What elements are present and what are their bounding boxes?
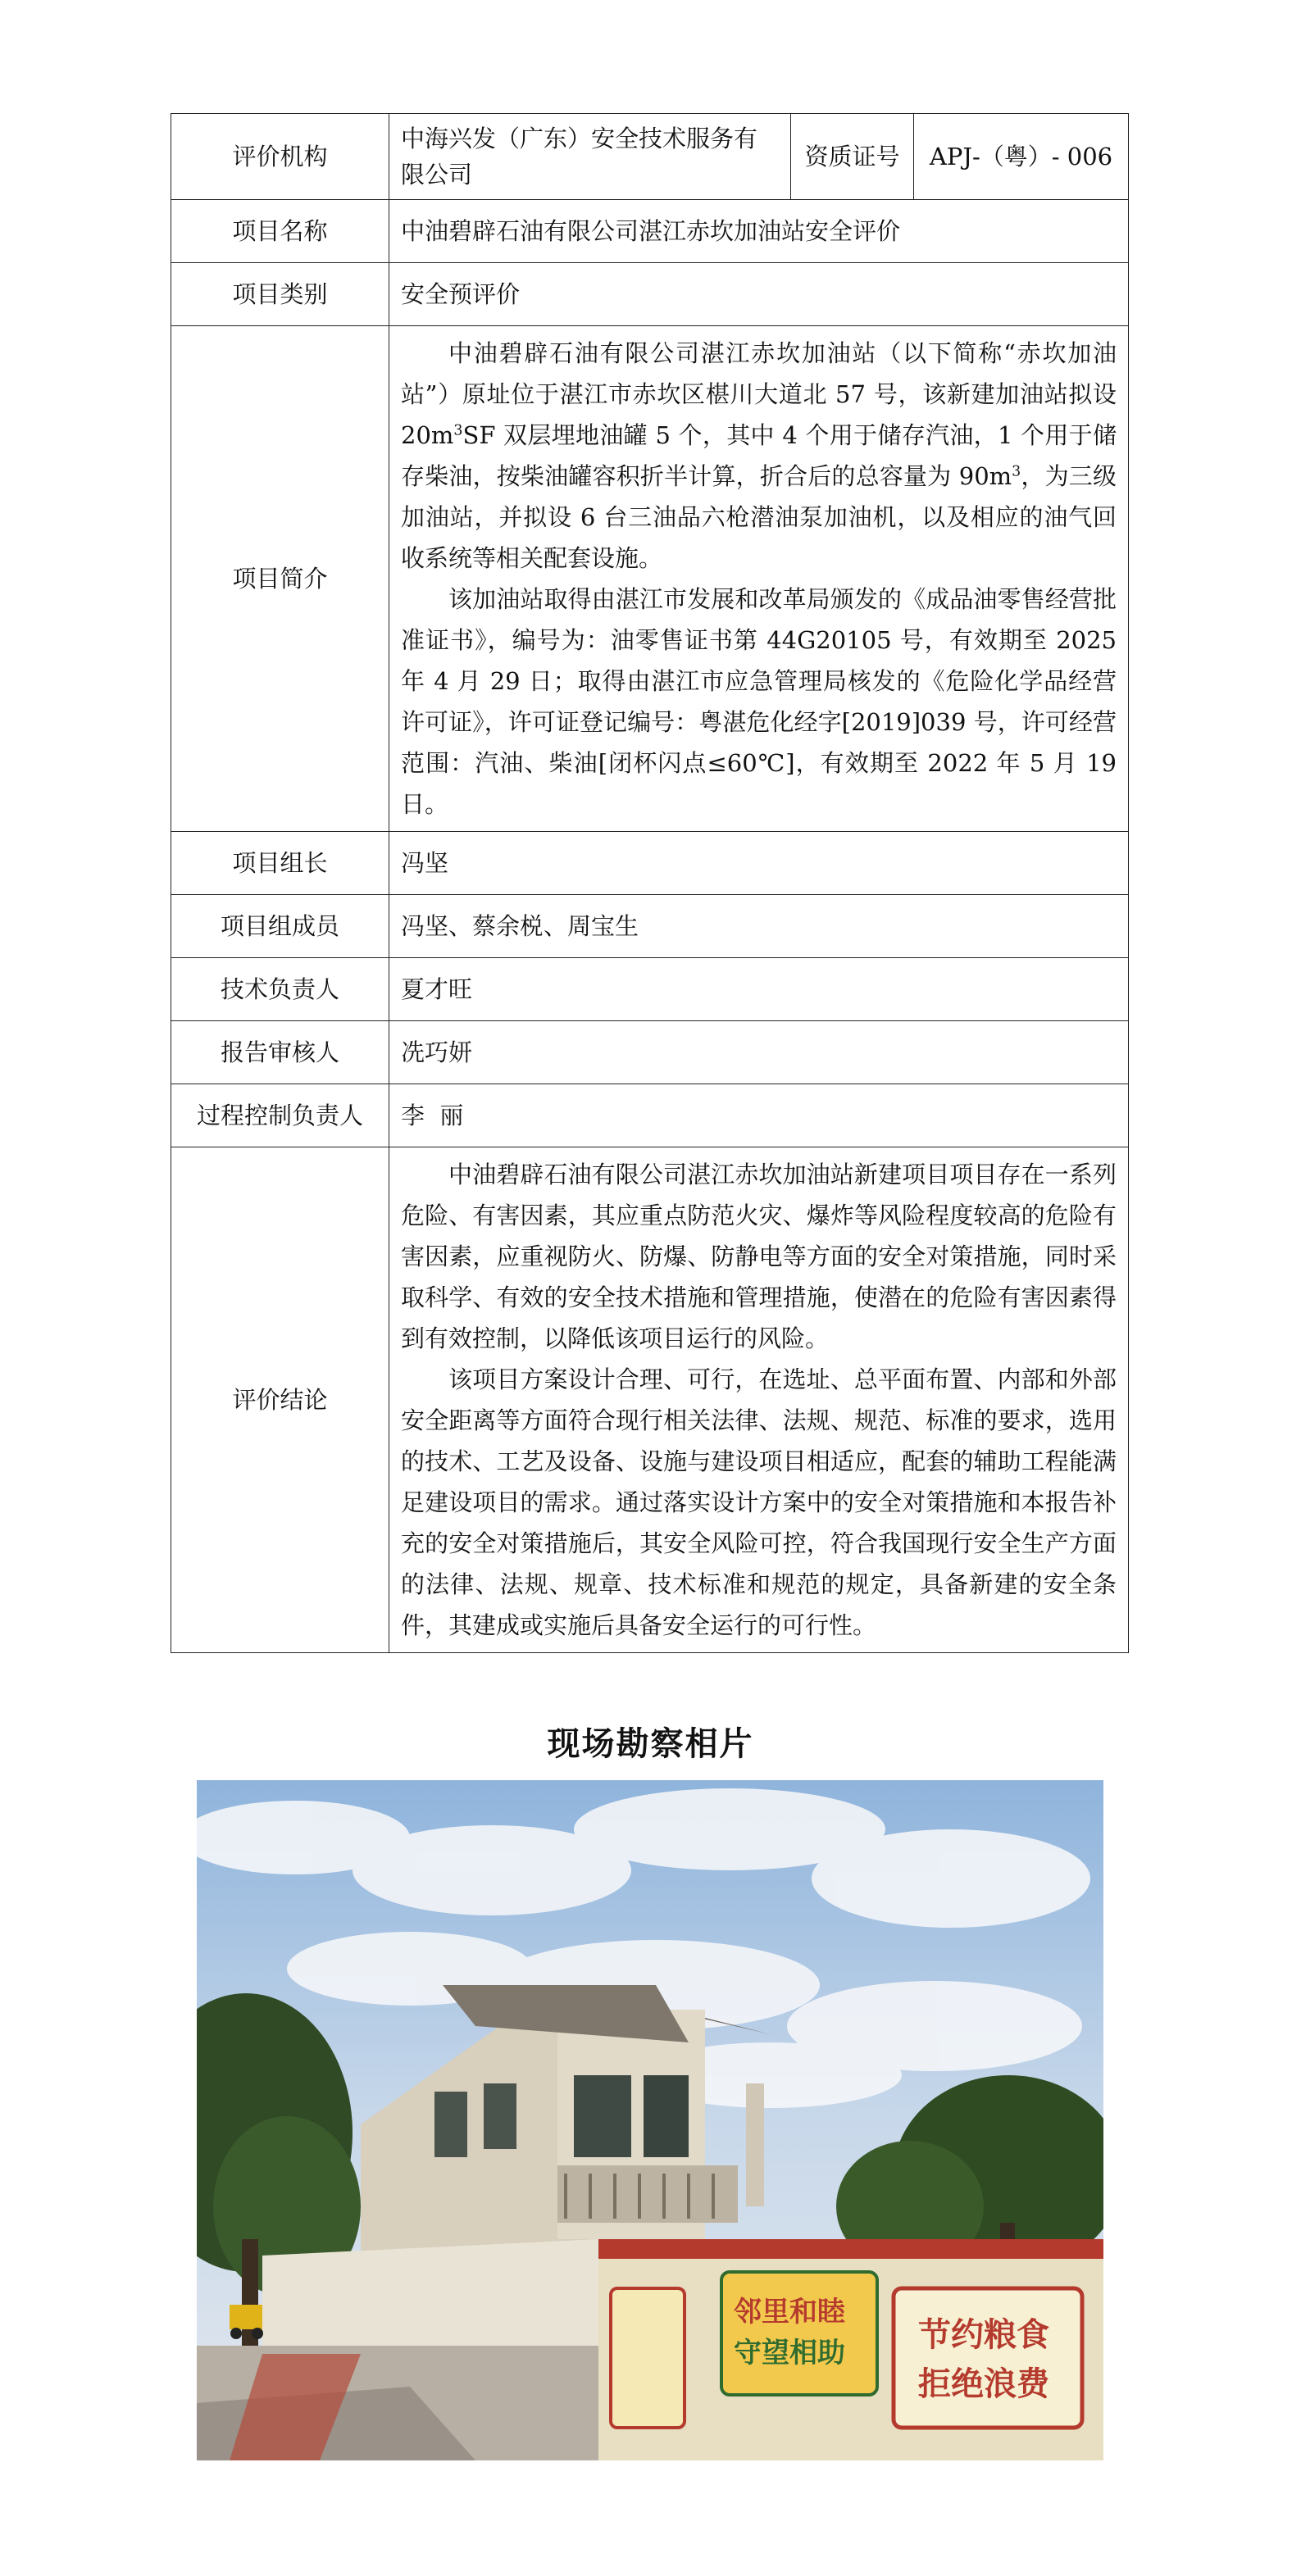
banner-sign-2: 邻里和睦 <box>734 2296 845 2328</box>
row-org <box>171 114 1129 200</box>
reviewer-label: 报告审核人 <box>171 1021 389 1084</box>
org-value: 中海兴发（广东）安全技术服务有限公司 <box>389 114 791 200</box>
type-label: 项目类别 <box>171 263 389 326</box>
name-value: 中油碧辟石油有限公司湛江赤坎加油站安全评价 <box>389 200 1129 263</box>
site-photo <box>197 1780 1103 2460</box>
row-conclusion <box>171 1147 1129 1653</box>
conclusion-paragraph-1: 中油碧辟石油有限公司湛江赤坎加油站新建项目项目存在一系列危险、有害因素，其应重点防范火灾、爆炸等风险程度较高的危险有害因素，应重视防火、防爆、防静电等方面的安全对策措施，同时采取科学、有效的安全技术措施和管理措施，使潜在的危险有害因素得到有效控制，以降低该项目运行的风险。 <box>401 1161 1117 1352</box>
row-members <box>171 895 1129 958</box>
intro-text-c: ，为三级加油站，并拟设 6 台三油品六枪潜油泵加油机，以及相应的油气回收系统等相关配套设施。 <box>401 462 1117 572</box>
name-label: 项目名称 <box>171 200 389 263</box>
tech-value: 夏才旺 <box>389 958 1129 1021</box>
intro-label: 项目简介 <box>171 326 389 832</box>
intro-sup-1: 3 <box>453 422 463 439</box>
banner-sign-1b: 拒绝浪费 <box>918 2365 1049 2403</box>
conclusion-value <box>389 1147 1129 1653</box>
site-photo-illustration <box>197 1780 1103 2460</box>
conclusion-label: 评价结论 <box>171 1147 389 1653</box>
type-value: 安全预评价 <box>389 263 1129 326</box>
process-value: 李 丽 <box>389 1084 1129 1147</box>
row-type <box>171 263 1129 326</box>
row-process <box>171 1084 1129 1147</box>
process-label: 过程控制负责人 <box>171 1084 389 1147</box>
row-leader <box>171 832 1129 895</box>
intro-sup-2: 3 <box>1012 463 1021 480</box>
banner-sign-1: 节约粮食 <box>918 2316 1049 2354</box>
row-intro <box>171 326 1129 832</box>
reviewer-value: 冼巧妍 <box>389 1021 1129 1084</box>
intro-text-a: 中油碧辟石油有限公司湛江赤坎加油站（以下简称“赤坎加油站”）原址位于湛江市赤坎区椹川大道北 57 号，该新建加油站拟设 20m <box>401 339 1117 449</box>
members-value: 冯坚、蔡余棁、周宝生 <box>389 895 1129 958</box>
intro-value <box>389 326 1129 832</box>
tech-label: 技术负责人 <box>171 958 389 1021</box>
cert-value: APJ-（粤）- 006 <box>914 114 1129 200</box>
row-tech <box>171 958 1129 1021</box>
intro-paragraph-1 <box>401 333 1117 579</box>
intro-paragraph-2: 该加油站取得由湛江市发展和改革局颁发的《成品油零售经营批准证书》，编号为：油零售证书第 44G20105 号，有效期至 2025 年 4 月 29 日；取得由湛江市应急管理局核发的《危险化学品经营许可证》，许可证登记编号：粤湛危化经字[2019]039 号，许可经营范围：汽油、柴油[闭杯闪点≤60℃]，有效期至 2022 年 5 月 19 日。 <box>401 585 1117 818</box>
row-name <box>171 200 1129 263</box>
banner-sign-2b: 守望相助 <box>734 2337 845 2369</box>
conclusion-paragraph-2: 该项目方案设计合理、可行，在选址、总平面布置、内部和外部安全距离等方面符合现行相关法律、法规、规范、标准的要求，选用的技术、工艺及设备、设施与建设项目相适应，配套的辅助工程能满足建设项目的需求。通过落实设计方案中的安全对策措施和本报告补充的安全对策措施后，其安全风险可控，符合我国现行安全生产方面的法律、法规、规章、技术标准和规范的规定，具备新建的安全条件，其建成或实施后具备安全运行的可行性。 <box>401 1365 1117 1639</box>
cert-label: 资质证号 <box>791 114 914 200</box>
row-reviewer <box>171 1021 1129 1084</box>
leader-value: 冯坚 <box>389 832 1129 895</box>
leader-label: 项目组长 <box>171 832 389 895</box>
banner-wall <box>598 2239 1103 2460</box>
photo-title: 现场勘察相片 <box>547 1724 754 1763</box>
project-info-table <box>171 113 1129 1653</box>
org-label: 评价机构 <box>171 114 389 200</box>
members-label: 项目组成员 <box>171 895 389 958</box>
intro-text-b: SF 双层埋地油罐 5 个，其中 4 个用于储存汽油，1 个用于储存柴油，按柴油罐容积折半计算，折合后的总容量为 90m <box>401 421 1117 490</box>
